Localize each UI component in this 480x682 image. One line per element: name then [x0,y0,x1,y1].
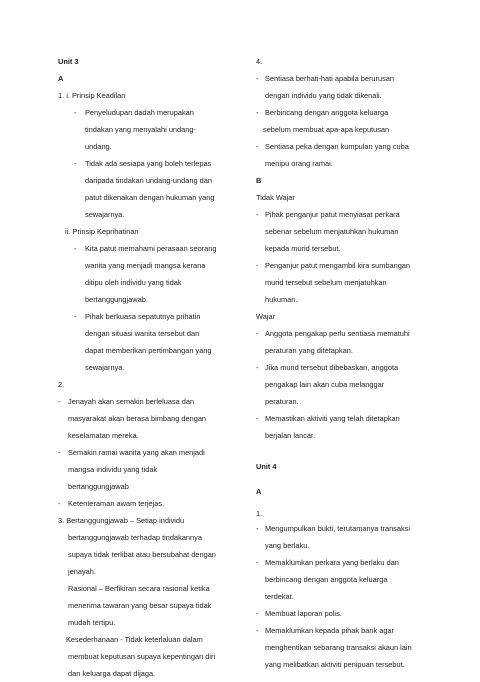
text-line: Anggota pengakap perlu sentiasa mematuhi [265,329,410,338]
text-line: peraturan yang ditetapkan. [265,346,353,355]
bullet-marker: - [256,74,259,83]
action-group-1 [256,520,426,554]
tidak-wajar-group-1 [256,206,426,257]
text-line: Sentiasa berhati-hati apabila berurusan [265,74,395,83]
unit-4-heading: Unit 4 [256,462,277,471]
text-line: supaya tidak terlibat atau bersubahat dengan [68,550,216,559]
bullet-marker: - [256,142,259,151]
spacer [256,500,426,508]
text-line: Tidak ada sesiapa yang boleh terlepas [85,159,212,168]
precaution-group-3 [256,138,426,172]
tidak-wajar-group-2 [256,257,426,308]
text-line: menghentikan sebarang transaksi akaun lain [265,643,412,652]
item-1-i: 1. i. Prinsip Keadilan [58,91,126,100]
bullet-marker: - [74,159,77,168]
text-line: kepada murid tersebut. [265,244,341,253]
spacer [256,444,426,458]
bullet-marker: - [256,329,259,338]
text-line: dengan individu yang tidak dikenali. [265,91,382,100]
text-line: dapat memberikan pertimbangan yang [85,346,212,355]
consequence-group-1 [58,393,248,444]
rasional-paragraph [58,580,248,631]
text-line: Mengumpulkan bukti, terutamanya transaksi [265,524,411,533]
text-line: menerima tawaran yang besar supaya tidak [68,601,212,610]
right-column [256,53,426,673]
bullet-marker: - [256,261,259,270]
bullet-marker: - [256,363,259,372]
section-b-heading: B [256,176,262,185]
item-1-unit-4: 1. [256,509,263,518]
bullet-marker: - [58,499,61,508]
text-line: Membuat laporan polis. [265,609,342,618]
wajar-group-2 [256,359,426,410]
text-line: Pihak penganjur patut menyiasat perkara [265,210,400,219]
text-line: keselamatan mereka. [68,431,139,440]
bullet-marker: - [256,558,259,567]
text-line: menipu orang ramai. [265,159,333,168]
bullet-group-4 [58,308,248,376]
section-a-heading-unit-4: A [256,487,262,496]
text-line: murid tersebut sebelum menjatuhkan [265,278,387,287]
text-line: Jenayah akan semakin berleluasa dan [68,397,195,406]
bullet-marker: - [74,108,77,117]
text-line: Penyeludupan dadah merupakan [85,108,194,117]
text-line: Pihak berkuasa sepatutnya prihatin [85,312,201,321]
action-group-4 [256,622,426,673]
text-line: undang. [85,142,112,151]
bullet-marker: - [256,609,259,618]
action-group-3 [256,605,426,622]
item-4: 4. [256,57,263,66]
text-line: bertanggungjawab. [85,295,148,304]
text-line: wanita yang menjadi mangsa kerana [85,261,206,270]
bullet-group-2 [58,155,248,223]
text-line: tindakan yang menyalahi undang- [85,125,196,134]
bullet-group-1 [58,104,248,155]
text-line: Rasional – Berfikiran secara rasional ketika [68,584,210,593]
bullet-marker: - [58,448,61,457]
item-3 [58,512,248,580]
text-line: ditipu oleh individu yang tidak [85,278,182,287]
bullet-group-3 [58,240,248,308]
text-line: sewajarnya. [85,210,125,219]
text-line: Jika murid tersebut dibebaskan, anggota [265,363,399,372]
text-line: Penganjur patut mengambil kira sumbangan [265,261,411,270]
bullet-marker: - [256,626,259,635]
text-line: sewajarnya. [85,363,125,372]
text-line: berjalan lancar. [265,431,316,440]
text-line: patut dikenakan dengan hukuman yang [85,193,215,202]
bullet-marker: - [256,414,259,423]
wajar-group-1 [256,325,426,359]
action-group-2 [256,554,426,605]
consequence-group-2 [58,444,248,495]
text-line: Kesederhanaan - Tidak keterlaluan dalam [66,635,203,644]
text-line: Ketenteraman awam terjejas. [68,499,165,508]
text-line: mudah tertipu. [68,618,116,627]
wajar-label: Wajar [256,312,276,321]
text-line: hukuman. [265,295,298,304]
text-line: Kita patut memahami perasaan seorang [85,244,217,253]
text-line: pengakap lain akan cuba melanggar [265,380,385,389]
bullet-marker: - [256,210,259,219]
section-a-heading: A [58,74,64,83]
item-1-ii: ii. Prinsip Keprihatinan [65,227,139,236]
consequence-group-3 [58,495,248,512]
text-line: Semakin ramai wanita yang akan menjadi [68,448,205,457]
text-line: Memaklumkan kepada pihak bank agar [265,626,395,635]
bullet-marker: - [256,108,259,117]
precaution-group-1 [256,70,426,104]
text-line: yang berlaku. [265,541,310,550]
text-line: jenayah. [68,567,96,576]
wajar-group-3 [256,410,426,444]
text-line: dengan situasi wanita tersebut dan [85,329,200,338]
text-line: berbincang dengan anggota keluarga [265,575,388,584]
kesederhanaan-paragraph [58,631,248,682]
text-line: bertanggungjawab terhadap tindakannya [68,533,202,542]
text-line: Sentiasa peka dengan kumpulan yang cuba [265,142,409,151]
text-line: membuat keputusan supaya kepentingan diri [68,652,216,661]
bullet-marker: - [58,397,61,406]
text-line: masyarakat akan berasa bimbang dengan [68,414,207,423]
item-2: 2. [58,380,65,389]
bullet-marker: - [256,524,259,533]
text-line: Memastikan aktiviti yang telah ditetapkan [265,414,400,423]
text-line: terdekat. [265,592,294,601]
text-line: mangsa individu yang tidak [68,465,158,474]
text-line: Berbincang dengan anggota keluarga [265,108,389,117]
precaution-group-2 [256,104,426,138]
text-line: sebelum membuat apa-apa keputusan [263,125,390,134]
left-column [58,53,248,682]
text-line: Memaklumkan perkara yang berlaku dan [265,558,399,567]
text-line: yang melibatkan aktiviti penipuan tersebut. [265,660,405,669]
text-line: 3. Bertanggungjawab – Setiap individu [58,516,185,525]
bullet-marker: - [74,244,77,253]
text-line: dan keluarga dapat dijaga. [68,669,156,678]
unit-3-heading: Unit 3 [58,57,79,66]
bullet-marker: - [74,312,77,321]
tidak-wajar-label: Tidak Wajar [256,193,295,202]
text-line: sebenar sebelum menjatuhkan hukuman [265,227,399,236]
spacer [256,475,426,483]
text-line: daripada tindakan undang-undang dan [85,176,212,185]
text-line: bertanggungjawab [68,482,129,491]
text-line: peraturan. [265,397,299,406]
